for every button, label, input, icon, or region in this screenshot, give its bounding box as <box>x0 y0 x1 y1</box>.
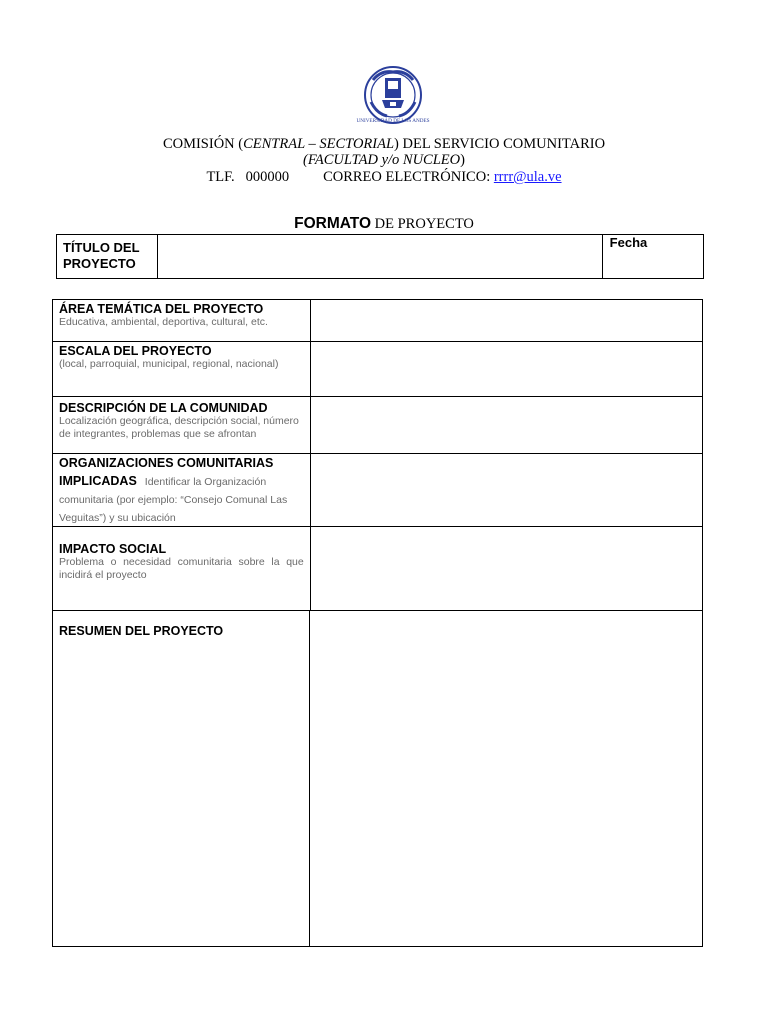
faculty-text: (FACULTAD y/o NUCLEO <box>303 152 461 168</box>
organizaciones-input[interactable] <box>310 454 702 527</box>
impacto-label: IMPACTO SOCIAL <box>59 542 167 556</box>
form-title-bold: FORMATO <box>294 215 372 232</box>
titulo-label: TÍTULO DEL PROYECTO <box>63 240 140 271</box>
phone-value: 000000 <box>245 169 290 185</box>
project-details-table <box>52 299 703 611</box>
impacto-label-cell <box>53 527 311 611</box>
escala-hint: (local, parroquial, municipal, regional, nacional) <box>59 358 279 370</box>
titulo-label-cell <box>57 235 158 279</box>
organizaciones-block <box>59 454 304 526</box>
commission-type: CENTRAL – SECTORIAL <box>243 136 395 152</box>
resumen-label-cell <box>53 611 310 947</box>
area-tematica-input[interactable] <box>310 300 702 342</box>
descripcion-input[interactable] <box>310 397 702 454</box>
organizaciones-label: ORGANIZACIONES COMUNITARIAS IMPLICADAS <box>59 456 274 488</box>
escala-label-cell <box>53 342 311 397</box>
commission-prefix: COMISIÓN ( <box>162 136 244 152</box>
university-seal-logo <box>356 66 430 132</box>
project-summary-table <box>52 610 703 947</box>
fecha-label: Fecha <box>609 235 648 250</box>
email-label: CORREO ELECTRÓNICO: <box>323 169 491 185</box>
escala-input[interactable] <box>310 342 702 397</box>
logo-text: UNIVERSIDAD DE LOS ANDES <box>356 118 430 124</box>
resumen-label: RESUMEN DEL PROYECTO <box>59 624 224 638</box>
faculty-suffix: ) <box>460 152 465 168</box>
commission-title <box>0 136 768 153</box>
fecha-cell[interactable] <box>602 235 703 279</box>
commission-suffix: ) DEL SERVICIO COMUNITARIO <box>394 136 606 152</box>
descripcion-label-cell <box>53 397 311 454</box>
project-title-table <box>56 234 704 279</box>
organizaciones-hint: Identificar la Organización comunitaria (por ejemplo: “Consejo Comunal Las Veguitas”) y su ubicación <box>59 476 288 524</box>
area-tematica-label-cell <box>53 300 311 342</box>
titulo-input-cell[interactable] <box>158 235 602 279</box>
form-title <box>0 215 768 233</box>
area-tematica-hint: Educativa, ambiental, deportiva, cultural, etc. <box>59 316 268 328</box>
email-link[interactable]: rrrr@ula.ve <box>493 169 562 185</box>
contact-line <box>0 169 768 186</box>
impacto-hint: Problema o necesidad comunitaria sobre la que incidirá el proyecto <box>59 556 304 581</box>
area-tematica-label: ÁREA TEMÁTICA DEL PROYECTO <box>59 302 264 316</box>
phone-label: TLF. <box>206 169 235 185</box>
impacto-input[interactable] <box>310 527 702 611</box>
form-title-rest: DE PROYECTO <box>371 216 474 232</box>
escala-label: ESCALA DEL PROYECTO <box>59 344 212 358</box>
organizaciones-label-cell <box>53 454 311 527</box>
faculty-line <box>0 152 768 169</box>
descripcion-hint: Localización geográfica, descripción social, número de integrantes, problemas que se afrontan <box>59 415 299 440</box>
resumen-input[interactable] <box>310 611 703 947</box>
descripcion-label: DESCRIPCIÓN DE LA COMUNIDAD <box>59 401 268 415</box>
